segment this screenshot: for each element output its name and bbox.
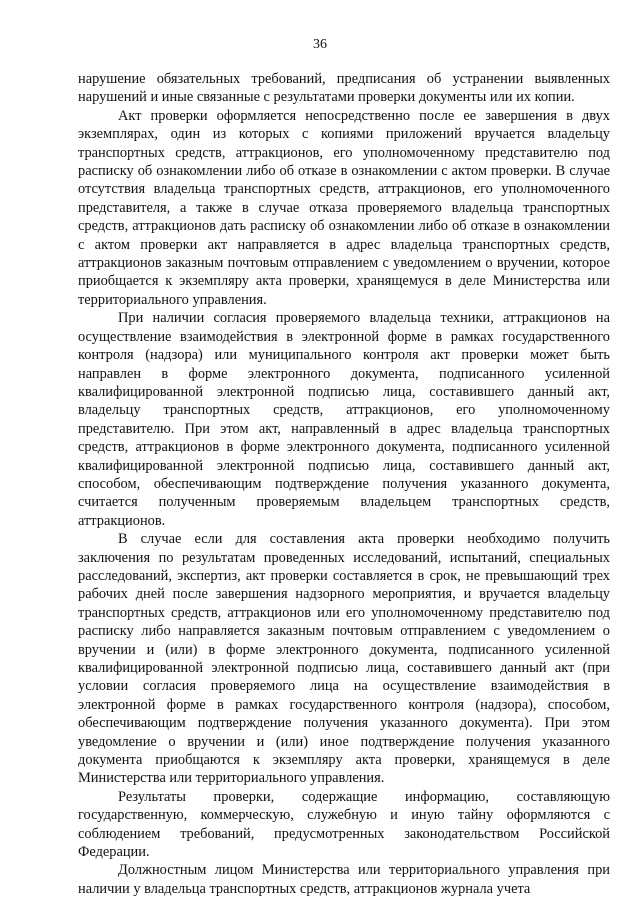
paragraph-secret-information: Результаты проверки, содержащие информацию, составляющую государственную, коммерческую, служебную и иную тайну оформляются с соблюдением требований, предусмотренных законодательством Российской Федерации. xyxy=(78,788,610,861)
paragraph-inspection-act: Акт проверки оформляется непосредственно после ее завершения в двух экземплярах, один из которых с копиями приложений вручается владельцу транспортных средств, аттракционов, его уполномоченному представителю под расписку об ознакомлении либо об отказе в ознакомлении с актом проверки. В случае отсутствия владельца транспортных средств, аттракционов, его уполномоченного представителя, а также в случае отказа проверяемого владельца транспортных средств, аттракционов дать расписку об ознакомлении либо об отказе в ознакомлении с актом проверки акт направляется в адрес владельца транспортных средств, аттракционов заказным почтовым отправлением с уведомлением о вручении, которое приобщается к экземпляру акта проверки, хранящемуся в деле Министерства или территориального управления. xyxy=(78,107,610,308)
paragraph-official-journal: Должностным лицом Министерства или территориального управления при наличии у владельца транспортных средств, аттракционов журнала учета xyxy=(78,862,610,897)
paragraph-electronic-form: При наличии согласия проверяемого владельца техники, аттракционов на осуществление взаимодействия в электронной форме в рамках государственного контроля (надзора) или муниципального контроля акт проверки может быть направлен в форме электронного документа, подписанного усиленной квалифицированной электронной подписью лица, составившего данный акт, владельцу транспортных средств, аттракционов, его уполномоченному представителю. При этом акт, направленный в адрес владельца транспортных средств, аттракционов в форме электронного документа, подписанного усиленной квалифицированной электронной подписью лица, составившего данный акт, способом, обеспечивающим подтверждение получения указанного документа, считается полученным проверяемым владельцем транспортных средств, аттракционов. xyxy=(78,310,610,529)
page-number: 36 xyxy=(313,37,327,52)
paragraph-expert-conclusions: В случае если для составления акта проверки необходимо получить заключения по результатам проведенных исследований, испытаний, специальных расследований, экспертиз, акт проверки составляется в срок, не превышающий трех рабочих дней после завершения надзорного мероприятия, и вручается владельцу транспортных средств, аттракционов или его уполномоченному представителю под расписку либо направляется заказным почтовым отправлением с уведомлением о вручении и (или) в форме электронного документа, подписанного усиленной квалифицированной электронной подписью лица, составившего данный акт (при условии согласия проверяемого лица на осуществление взаимодействия в электронной форме в рамках государственного контроля (надзора), способом, обеспечивающим подтверждение получения указанного документа). При этом уведомление о вручении и (или) иное подтверждение получения указанного документа приобщаются к экземпляру акта проверки, хранящемуся в деле Министерства или территориального управления. xyxy=(78,531,610,787)
paragraph-continuation: нарушение обязательных требований, предписания об устранении выявленных нарушений и иные связанные с результатами проверки документы или их копии. xyxy=(78,71,610,106)
document-body xyxy=(78,70,610,898)
